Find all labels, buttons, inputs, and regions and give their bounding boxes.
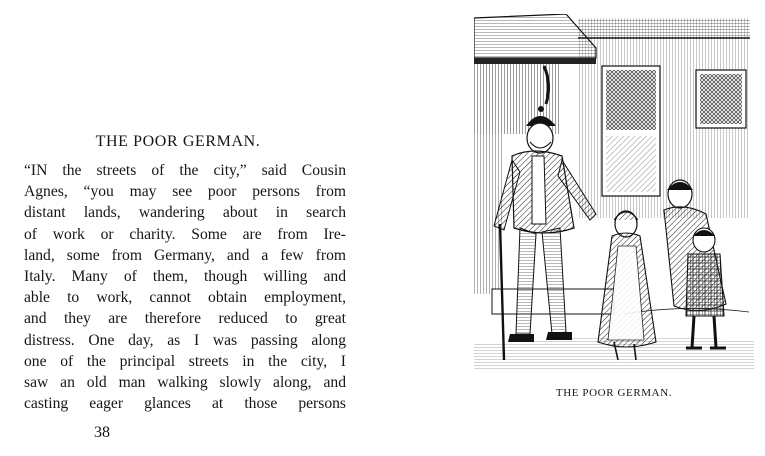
text-line: land, some from Germany, and a few from bbox=[24, 246, 346, 264]
text-line: Agnes, “you may see poor persons from bbox=[24, 183, 346, 201]
text-line: casting eager glances at those persons bbox=[24, 395, 346, 413]
text-line: distant lands, wandering about in search bbox=[24, 204, 346, 222]
illustration-caption: THE POOR GERMAN. bbox=[555, 387, 673, 399]
text-line: Italy. Many of them, though willing and bbox=[24, 268, 346, 286]
roof-eaves bbox=[474, 14, 596, 64]
text-line: one of the principal streets in the city, I bbox=[24, 352, 346, 370]
text-line: saw an old man walking slowly along, and bbox=[24, 374, 346, 392]
left-page bbox=[0, 0, 380, 456]
text-line: able to work, cannot obtain employment, bbox=[24, 289, 346, 307]
chapter-title: THE POOR GERMAN. bbox=[95, 133, 261, 150]
body-text bbox=[24, 160, 346, 414]
right-page bbox=[380, 0, 765, 456]
text-line: distress. One day, as I was passing along bbox=[24, 331, 346, 349]
text-line: “IN the streets of the city,” said Cousin bbox=[24, 162, 346, 179]
text-line: and they are therefore reduced to great bbox=[24, 310, 346, 328]
text-line: of work or charity. Some are from Ire- bbox=[24, 225, 346, 243]
engraving-illustration bbox=[474, 14, 754, 370]
page-number: 38 bbox=[94, 424, 110, 441]
engraving-svg bbox=[474, 14, 754, 370]
girl-figure bbox=[598, 211, 656, 360]
